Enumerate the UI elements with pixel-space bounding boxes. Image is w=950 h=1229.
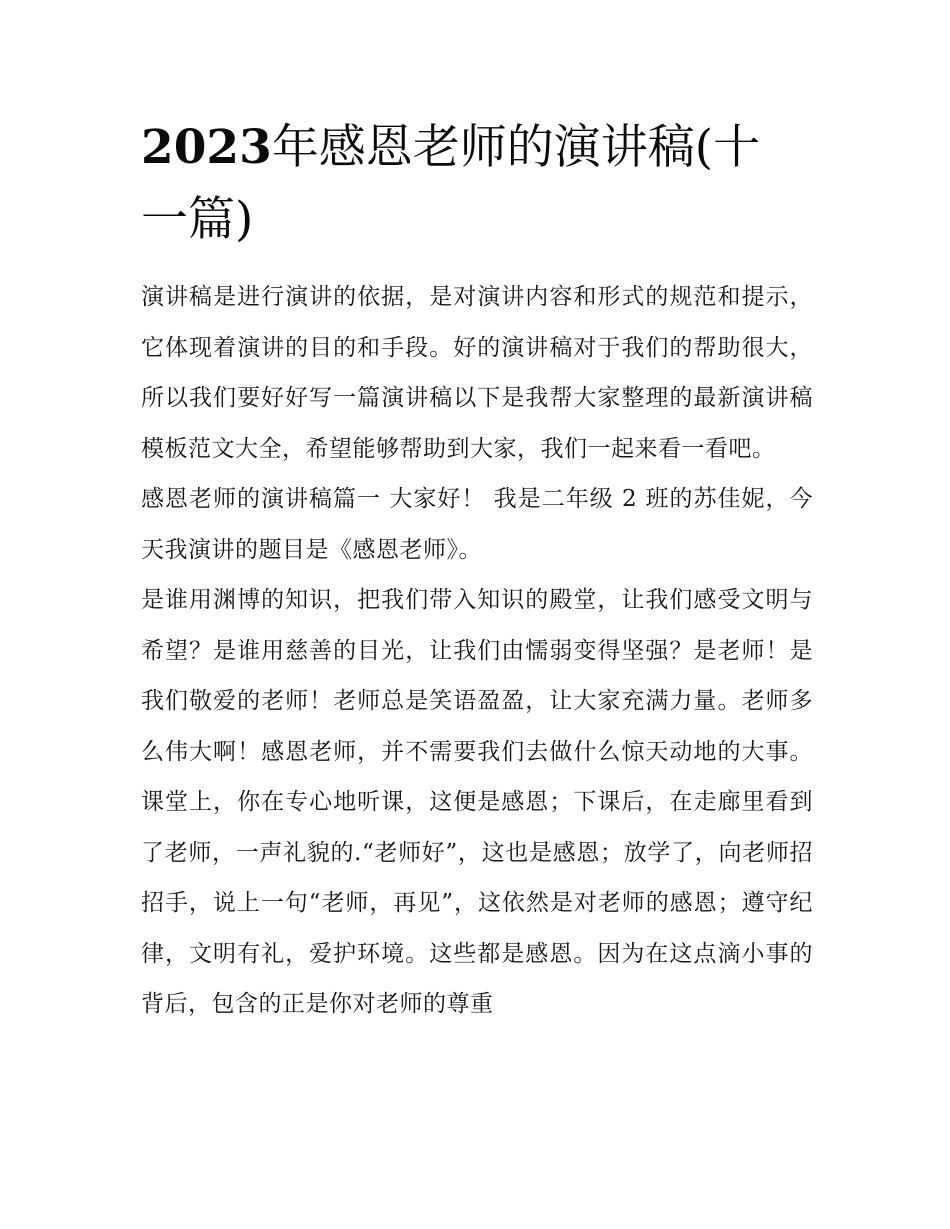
paragraph-speech-body: 是谁用渊博的知识，把我们带入知识的殿堂，让我们感受文明与希望？是谁用慈善的目光，让我们由懦弱变得坚强？是老师！是我们敬爱的老师！老师总是笑语盈盈，让大家充满力量。老师多么伟大啊！感恩老师，并不需要我们去做什么惊天动地的大事。课堂上，你在专心地听课，这便是感恩；下课后，在走廊里看到了老师，一声礼貌的.“老师好”，这也是感恩；放学了，向老师招招手，说上一句“老师，再见”，这依然是对老师的感恩；遵守纪律，文明有礼，爱护环境。这些都是感恩。因为在这点滴小事的背后，包含的正是你对老师的尊重	[141, 587, 813, 1017]
paragraph-intro: 演讲稿是进行演讲的依据，是对演讲内容和形式的规范和提示，它体现着演讲的目的和手段。好的演讲稿对于我们的帮助很大，所以我们要好好写一篇演讲稿以下是我帮大家整理的最新演讲稿模板范文大全，希望能够帮助到大家，我们一起来看一看吧。	[141, 284, 813, 462]
document-title	[141, 112, 813, 256]
title-line2-text: 一篇)	[141, 192, 254, 247]
document-body	[141, 112, 813, 1030]
title-year: 2023	[141, 120, 272, 175]
title-line1-text: 年感恩老师的演讲稿(十	[271, 120, 761, 175]
paragraph-speech-opening: 感恩老师的演讲稿篇一 大家好！ 我是二年级 2 班的苏佳妮，今天我演讲的题目是《感恩老师》。	[141, 486, 813, 563]
